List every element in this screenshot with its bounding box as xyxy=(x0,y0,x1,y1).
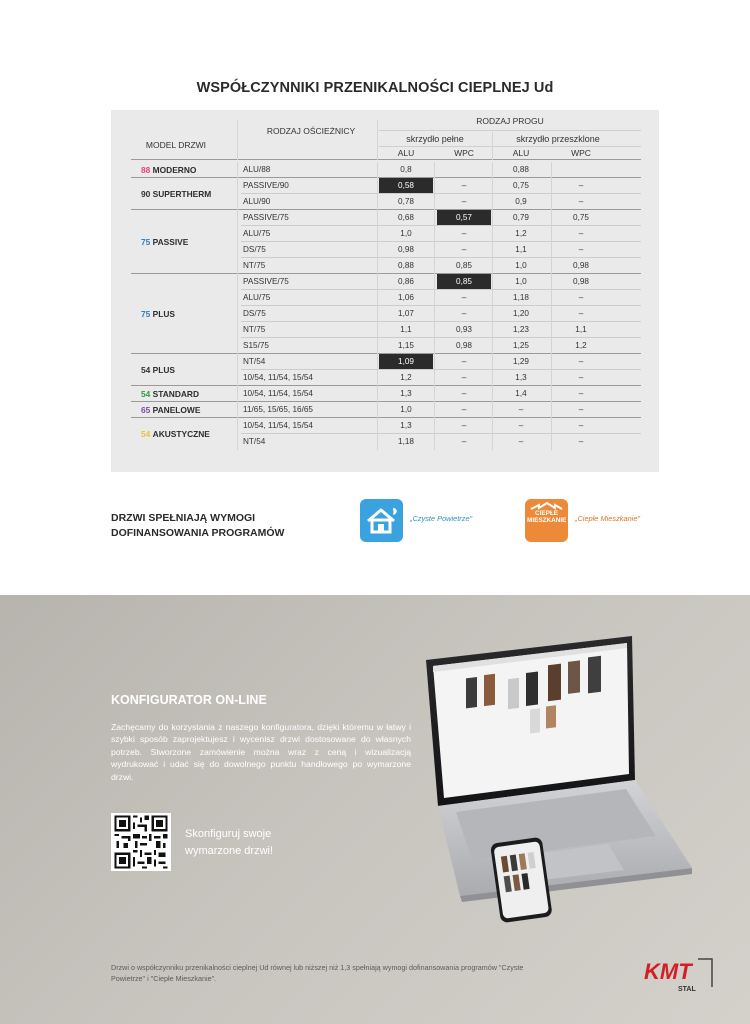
table-row xyxy=(241,210,641,226)
model-name xyxy=(141,363,175,377)
ud-value-cell: 1,3 xyxy=(400,389,412,398)
column-divider xyxy=(237,162,238,450)
column-divider xyxy=(492,162,493,450)
table-row xyxy=(241,386,641,402)
table-row xyxy=(241,258,641,274)
table-row xyxy=(241,418,641,434)
ud-value-cell: 0,68 xyxy=(398,213,414,222)
ud-value-cell: – xyxy=(461,181,467,190)
ud-value-cell xyxy=(437,162,491,178)
ud-value-cell: – xyxy=(461,293,467,302)
qr-code-icon[interactable] xyxy=(111,813,171,871)
model-number: 54 xyxy=(141,389,151,399)
model-name xyxy=(141,163,196,177)
table-row xyxy=(241,178,641,194)
model-name xyxy=(141,403,200,417)
table-row xyxy=(241,322,641,338)
ud-value-cell: 1,2 xyxy=(575,341,587,350)
model-label: PLUS xyxy=(152,365,175,375)
table-row xyxy=(241,242,641,258)
header-solid-alu: ALU xyxy=(397,148,415,158)
svg-text:KMT: KMT xyxy=(644,959,692,984)
ud-value-cell: – xyxy=(578,421,584,430)
ud-value-cell xyxy=(553,162,609,178)
laptop-illustration xyxy=(420,630,700,930)
frame-type-cell: PASSIVE/90 xyxy=(243,181,289,190)
ud-value-cell: 1,25 xyxy=(513,341,529,350)
header-glazed: skrzydło przeszklone xyxy=(516,134,600,144)
frame-type-cell: ALU/75 xyxy=(243,229,271,238)
header-rule xyxy=(379,130,641,131)
ud-value-cell: – xyxy=(578,389,584,398)
ud-value-cell: 1,2 xyxy=(515,229,527,238)
ud-value-cell: 1,0 xyxy=(515,277,527,286)
ud-value-cell: – xyxy=(461,245,467,254)
table-row xyxy=(241,290,641,306)
programs-line2: DOFINANSOWANIA PROGRAMÓW xyxy=(111,527,285,539)
ud-value-cell: 0,75 xyxy=(513,181,529,190)
header-solid-wpc: WPC xyxy=(454,148,474,158)
kmt-stal-logo xyxy=(640,953,720,997)
table-row xyxy=(241,434,641,450)
model-label: PLUS xyxy=(152,309,175,319)
qr-caption-line2: wymarzone drzwi! xyxy=(185,845,274,857)
ud-value-cell: 1,1 xyxy=(400,325,412,334)
cieple-mieszkanie-icon-text: CIEPŁE MIESZKANIE xyxy=(527,510,567,524)
column-divider xyxy=(434,162,435,450)
ud-value-cell: – xyxy=(578,181,584,190)
ud-value-cell: 1,23 xyxy=(513,325,529,334)
ud-value-cell: 0,57 xyxy=(437,210,491,226)
frame-type-cell: ALU/75 xyxy=(243,293,271,302)
header-model: MODEL DRZWI xyxy=(145,140,207,150)
ud-value-cell: 0,85 xyxy=(456,261,472,270)
model-number: 65 xyxy=(141,405,151,415)
header-rule xyxy=(379,146,641,147)
ud-table-panel xyxy=(111,110,659,472)
table-row xyxy=(241,274,641,290)
header-frame: RODZAJ OŚCIEŻNICY xyxy=(266,126,356,136)
ud-value-cell: – xyxy=(578,197,584,206)
ud-value-cell: – xyxy=(578,245,584,254)
ud-value-cell: 1,18 xyxy=(513,293,529,302)
ud-value-cell: 1,20 xyxy=(513,309,529,318)
footnote: Drzwi o współczynniku przenikalności cieplnej Ud równej lub niższej niż 1,3 spełniają wymogi dofinansowania programów "Czyste Powietrze" i "Ciepłe Mieszkanie". xyxy=(111,963,524,983)
table-row xyxy=(241,226,641,242)
cieple-mieszkanie-label: „Ciepłe Mieszkanie" xyxy=(575,514,641,523)
ud-value-cell: 0,75 xyxy=(573,213,589,222)
frame-type-cell: 11/65, 15/65, 16/65 xyxy=(243,405,313,414)
ud-value-cell: – xyxy=(518,421,524,430)
table-row xyxy=(241,162,641,178)
ud-value-cell: 1,1 xyxy=(515,245,527,254)
frame-type-cell: NT/75 xyxy=(243,261,266,270)
ud-value-cell: 1,1 xyxy=(575,325,587,334)
table-header xyxy=(111,110,659,160)
model-label: STANDARD xyxy=(152,389,200,399)
ud-value-cell: – xyxy=(578,357,584,366)
ud-value-cell: 0,78 xyxy=(398,197,414,206)
ud-value-cell: 0,88 xyxy=(398,261,414,270)
table-row xyxy=(241,354,641,370)
model-number: 75 xyxy=(141,237,151,247)
ud-value-cell: 0,86 xyxy=(398,277,414,286)
frame-type-cell: 10/54, 11/54, 15/54 xyxy=(243,389,313,398)
ud-value-cell: 0,98 xyxy=(573,261,589,270)
header-glazed-alu: ALU xyxy=(512,148,530,158)
model-name xyxy=(141,187,211,201)
model-label: PASSIVE xyxy=(152,237,189,247)
table-row xyxy=(241,402,641,418)
frame-type-cell: 10/54, 11/54, 15/54 xyxy=(243,373,313,382)
header-solid: skrzydło pełne xyxy=(406,134,464,144)
model-number: 90 xyxy=(141,189,151,199)
table-row xyxy=(241,194,641,210)
ud-value-cell: 1,4 xyxy=(515,389,527,398)
ud-value-cell: 1,0 xyxy=(400,405,412,414)
model-label: AKUSTYCZNE xyxy=(152,429,210,439)
ud-value-cell: 1,0 xyxy=(515,261,527,270)
frame-type-cell: PASSIVE/75 xyxy=(243,277,289,286)
cieple-mieszkanie-icon xyxy=(525,499,568,542)
frame-type-cell: ALU/88 xyxy=(243,165,271,174)
model-number: 54 xyxy=(141,365,151,375)
ud-value-cell: 0,88 xyxy=(513,165,529,174)
ud-value-cell: – xyxy=(461,373,467,382)
ud-value-cell: 0,93 xyxy=(456,325,472,334)
frame-type-cell: PASSIVE/75 xyxy=(243,213,289,222)
frame-type-cell: ALU/90 xyxy=(243,197,271,206)
ud-value-cell: 1,2 xyxy=(400,373,412,382)
ud-value-cell: 1,18 xyxy=(398,437,414,446)
header-divider xyxy=(237,120,238,160)
model-name xyxy=(141,427,210,441)
configurator-text: Zachęcamy do korzystania z naszego konfiguratora, dzięki któremu w łatwy i szybki sposób zaprojektujesz i wycenisz drzwi dostosowane do własnych potrzeb. Stworzone zamówienie można wraz z ceną i wizualizacją wydrukować i udać się do dowolnego punktu handlowego po wymarzone drzwi. xyxy=(111,722,411,782)
model-number: 54 xyxy=(141,429,151,439)
ud-value-cell: – xyxy=(461,421,467,430)
header-glazed-wpc: WPC xyxy=(571,148,591,158)
ud-value-cell: 1,15 xyxy=(398,341,414,350)
frame-type-cell: NT/75 xyxy=(243,325,266,334)
frame-type-cell: NT/54 xyxy=(243,357,266,366)
ud-value-cell: 1,06 xyxy=(398,293,414,302)
model-label: SUPERTHERM xyxy=(152,189,212,199)
frame-type-cell: 10/54, 11/54, 15/54 xyxy=(243,421,313,430)
programs-line1: DRZWI SPEŁNIAJĄ WYMOGI xyxy=(111,512,256,524)
ud-value-cell: 1,09 xyxy=(379,354,433,370)
ud-value-cell: – xyxy=(578,293,584,302)
model-name xyxy=(141,235,188,249)
ud-value-cell: 1,3 xyxy=(515,373,527,382)
ud-value-cell: – xyxy=(461,389,467,398)
page-title: WSPÓŁCZYNNIKI PRZENIKALNOŚCI CIEPLNEJ Ud xyxy=(196,80,554,96)
ud-value-cell: 0,8 xyxy=(400,165,412,174)
configurator-title: KONFIGURATOR ON-LINE xyxy=(111,693,267,707)
ud-value-cell: – xyxy=(578,373,584,382)
model-name xyxy=(141,307,175,321)
ud-value-cell: – xyxy=(578,229,584,238)
model-label: MODERNO xyxy=(152,165,197,175)
frame-type-cell: DS/75 xyxy=(243,309,266,318)
ud-value-cell: 0,98 xyxy=(456,341,472,350)
ud-value-cell: – xyxy=(461,229,467,238)
ud-value-cell: 0,85 xyxy=(437,274,491,290)
ud-value-cell: – xyxy=(518,405,524,414)
model-number: 88 xyxy=(141,165,151,175)
ud-value-cell: – xyxy=(578,309,584,318)
table-row xyxy=(241,338,641,354)
ud-value-cell: – xyxy=(578,405,584,414)
ud-value-cell: 0,98 xyxy=(573,277,589,286)
header-divider xyxy=(377,120,378,160)
header-divider xyxy=(492,132,493,160)
frame-type-cell: S15/75 xyxy=(243,341,269,350)
ud-value-cell: 0,9 xyxy=(515,197,527,206)
svg-text:STAL: STAL xyxy=(678,986,696,993)
ud-value-cell: 0,98 xyxy=(398,245,414,254)
ud-value-cell: – xyxy=(461,437,467,446)
frame-type-cell: DS/75 xyxy=(243,245,266,254)
qr-caption xyxy=(185,826,273,860)
ud-value-cell: – xyxy=(461,405,467,414)
ud-value-cell: 0,79 xyxy=(513,213,529,222)
ud-value-cell: – xyxy=(461,357,467,366)
ud-value-cell: 1,07 xyxy=(398,309,414,318)
column-divider xyxy=(377,162,378,450)
table-row xyxy=(241,306,641,322)
ud-value-cell: – xyxy=(461,197,467,206)
ud-value-cell: 0,58 xyxy=(379,178,433,194)
qr-caption-line1: Skonfiguruj swoje xyxy=(185,828,272,840)
model-name xyxy=(141,387,199,401)
table-row xyxy=(241,370,641,386)
ud-value-cell: – xyxy=(461,309,467,318)
ud-value-cell: – xyxy=(578,437,584,446)
czyste-powietrze-label: „Czyste Powietrze" xyxy=(410,514,473,523)
header-threshold: RODZAJ PROGU xyxy=(476,116,544,126)
model-label: PANELOWE xyxy=(152,405,201,415)
ud-value-cell: 1,3 xyxy=(400,421,412,430)
header-rule xyxy=(131,159,641,160)
model-number: 75 xyxy=(141,309,151,319)
ud-value-cell: – xyxy=(518,437,524,446)
programs-heading xyxy=(111,511,284,541)
czyste-powietrze-icon xyxy=(360,499,403,542)
ud-value-cell: 1,0 xyxy=(400,229,412,238)
frame-type-cell: NT/54 xyxy=(243,437,266,446)
column-divider xyxy=(551,162,552,450)
ud-value-cell: 1,29 xyxy=(513,357,529,366)
